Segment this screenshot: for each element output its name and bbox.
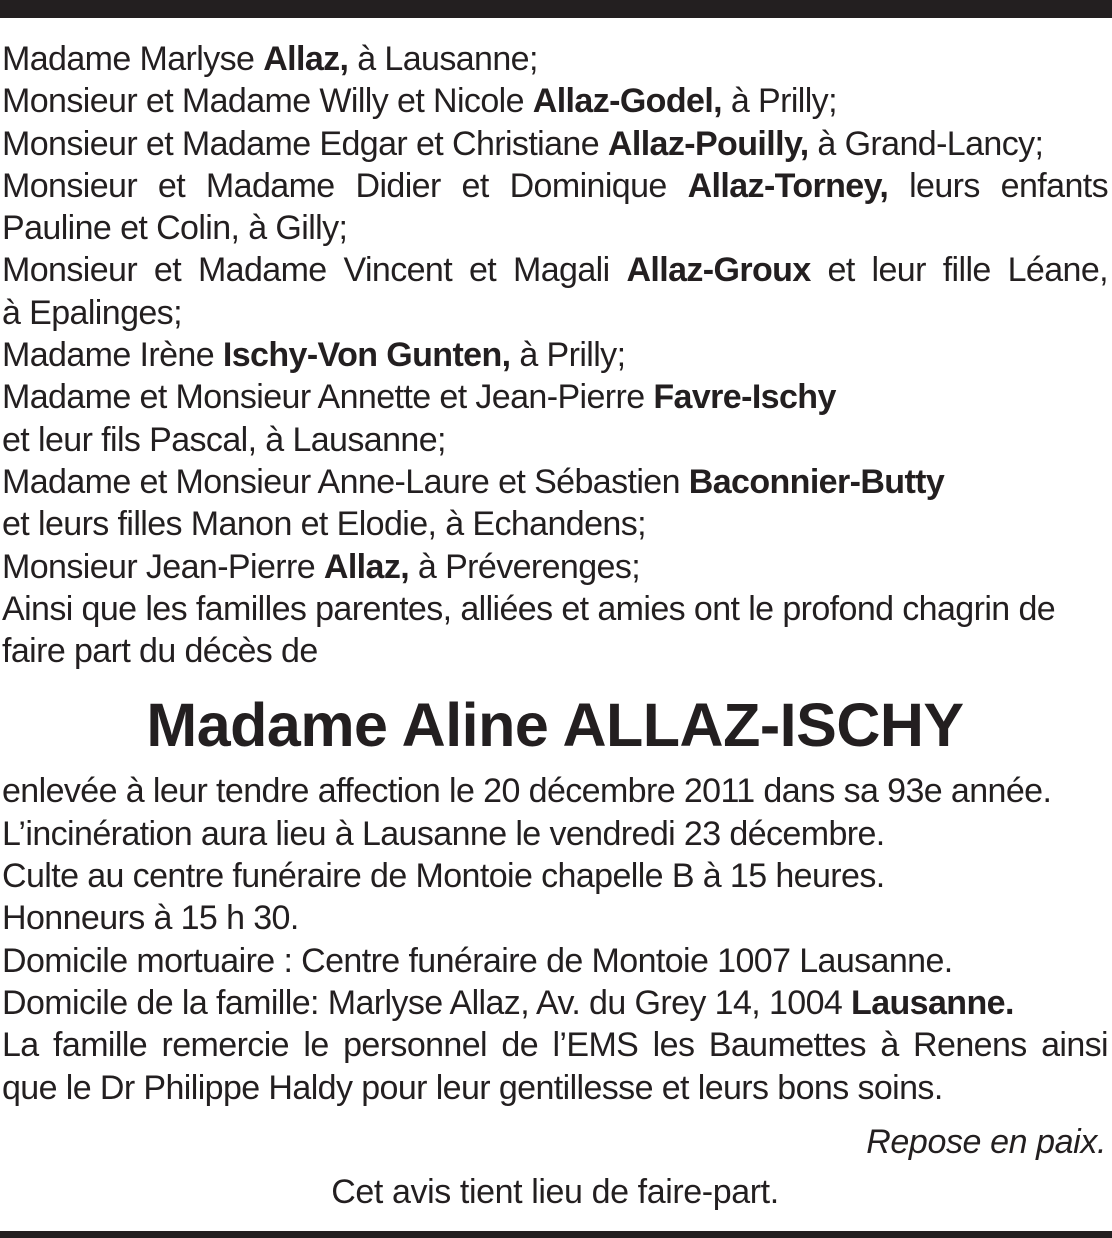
family-line: Pauline et Colin, à Gilly; <box>2 209 348 248</box>
family-line: faire part du décès de <box>2 632 318 671</box>
bottom-rule <box>0 1231 1112 1238</box>
detail-line: enlevée à leur tendre affection le 20 décembre 2011 dans sa 93e année. <box>2 772 1052 811</box>
family-line: à Epalinges; <box>2 293 182 332</box>
family-line: Monsieur et Madame Vincent et Magali Allaz-Groux et leur fille Léane, <box>2 251 1108 290</box>
family-line: Monsieur et Madame Edgar et Christiane Allaz-Pouilly, à Grand-Lancy; <box>2 124 1044 163</box>
deceased-name: Madame Aline ALLAZ-ISCHY <box>146 691 964 760</box>
family-line: Madame Marlyse Allaz, à Lausanne; <box>2 40 538 78</box>
family-line: et leur fils Pascal, à Lausanne; <box>2 420 446 459</box>
detail-line: La famille remercie le personnel de l’EMS les Baumettes à Renens ainsi <box>2 1026 1108 1065</box>
detail-line: que le Dr Philippe Haldy pour leur gentillesse et leurs bons soins. <box>2 1068 943 1107</box>
family-line: Monsieur Jean-Pierre Allaz, à Préverenges; <box>2 547 641 586</box>
family-line: Monsieur et Madame Willy et Nicole Allaz-Godel, à Prilly; <box>2 82 837 121</box>
closing-phrase: Repose en paix. <box>866 1122 1106 1161</box>
footer-note: Cet avis tient lieu de faire-part. <box>331 1172 779 1211</box>
detail-line: Honneurs à 15 h 30. <box>2 899 299 938</box>
obituary-notice <box>2 38 1108 1213</box>
detail-line: L’incinération aura lieu à Lausanne le vendredi 23 décembre. <box>2 814 885 853</box>
family-line: Madame et Monsieur Anne-Laure et Sébastien Baconnier-Butty <box>2 462 945 501</box>
family-list <box>2 38 1108 672</box>
family-line: Ainsi que les familles parentes, alliées et amies ont le profond chagrin de <box>2 589 1056 628</box>
top-rule <box>0 0 1112 18</box>
family-line: Monsieur et Madame Didier et Dominique Allaz-Torney, leurs enfants <box>2 166 1109 205</box>
detail-line: Domicile de la famille: Marlyse Allaz, Av. du Grey 14, 1004 Lausanne. <box>2 983 1014 1022</box>
detail-line: Domicile mortuaire : Centre funéraire de Montoie 1007 Lausanne. <box>2 941 953 980</box>
family-line: et leurs filles Manon et Elodie, à Echandens; <box>2 505 646 544</box>
details-list <box>2 770 1108 1108</box>
detail-line: Culte au centre funéraire de Montoie chapelle B à 15 heures. <box>2 857 885 896</box>
family-line: Madame et Monsieur Annette et Jean-Pierre Favre-Ischy <box>2 378 836 417</box>
family-line: Madame Irène Ischy-Von Gunten, à Prilly; <box>2 336 626 375</box>
